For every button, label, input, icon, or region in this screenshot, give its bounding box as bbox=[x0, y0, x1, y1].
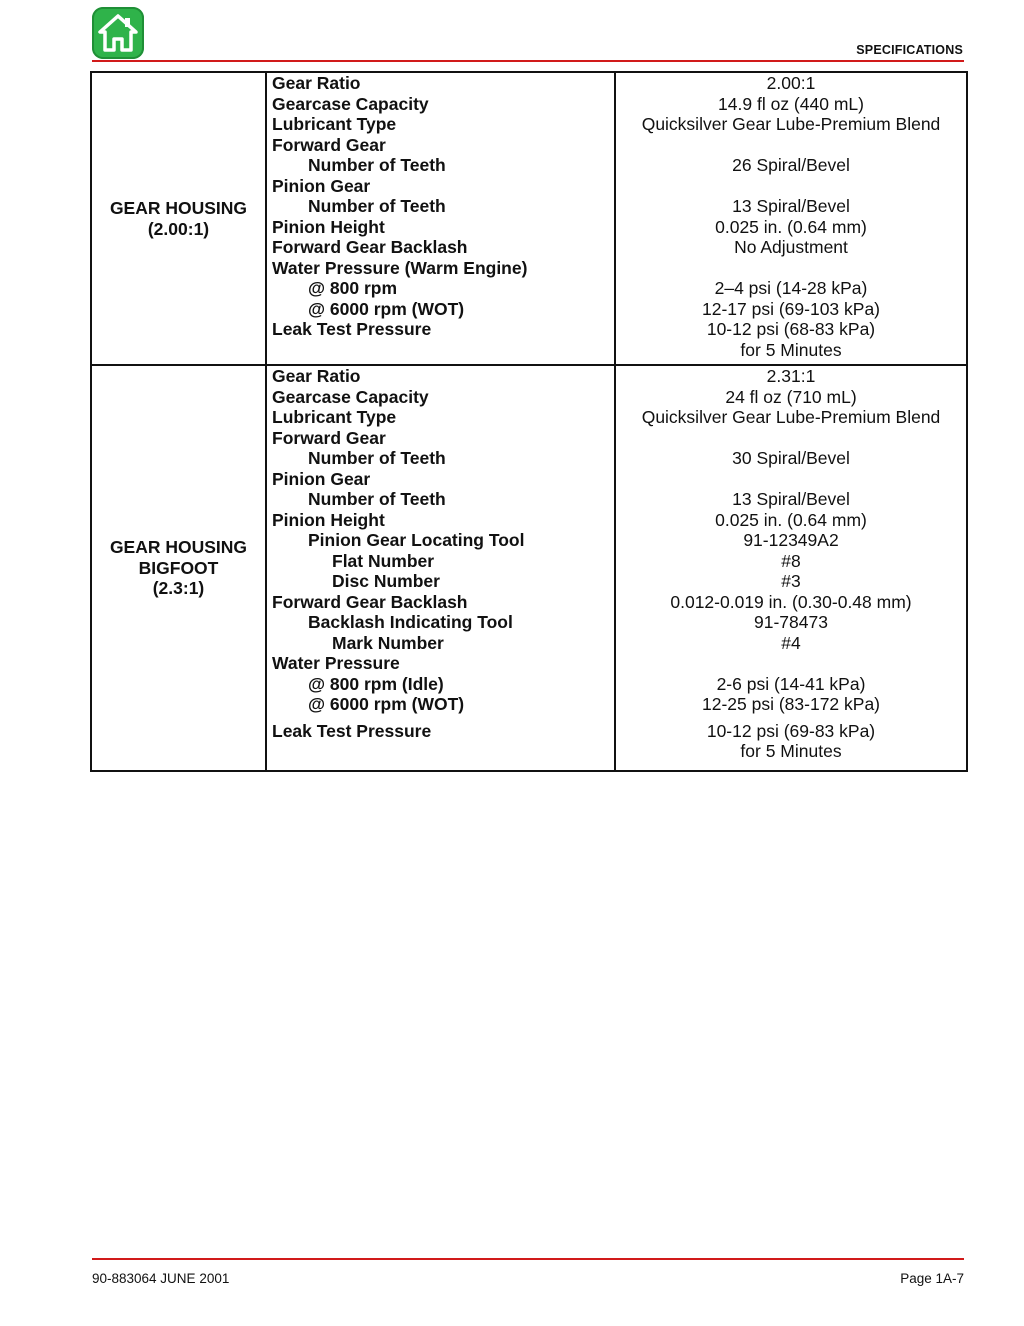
cell-bottom-padding bbox=[272, 762, 614, 770]
spec-label: Pinion Height bbox=[272, 216, 385, 237]
section-title-cell bbox=[91, 72, 266, 365]
spec-value: #4 bbox=[781, 632, 801, 653]
section-title-line: GEAR HOUSING bbox=[109, 198, 248, 218]
spec-value: 0.025 in. (0.64 mm) bbox=[715, 509, 867, 530]
spec-label: Pinion Gear Locating Tool bbox=[308, 530, 525, 550]
section-title-line: (2.00:1) bbox=[147, 218, 210, 239]
spec-value bbox=[616, 135, 966, 156]
spec-label: @ 800 rpm (Idle) bbox=[308, 673, 444, 694]
spec-label: Forward Gear Backlash bbox=[272, 591, 468, 612]
spec-section-row bbox=[91, 72, 967, 365]
spec-value bbox=[616, 469, 966, 490]
spec-label: Disc Number bbox=[332, 571, 440, 591]
spec-section-row bbox=[91, 365, 967, 771]
spec-label: @ 6000 rpm (WOT) bbox=[308, 694, 465, 714]
spec-value: 0.025 in. (0.64 mm) bbox=[715, 216, 867, 237]
cell-bottom-padding bbox=[272, 360, 614, 364]
spec-value: 2.31:1 bbox=[766, 366, 816, 386]
spec-label: Backlash Indicating Tool bbox=[308, 612, 513, 632]
spec-value: 2–4 psi (14-28 kPa) bbox=[714, 278, 868, 298]
spec-value: 13 Spiral/Bevel bbox=[732, 196, 850, 216]
footer-rule bbox=[92, 1258, 964, 1260]
home-button[interactable] bbox=[92, 7, 144, 59]
spec-value: #8 bbox=[781, 550, 801, 571]
spec-label: Number of Teeth bbox=[308, 155, 446, 175]
spec-value: 13 Spiral/Bevel bbox=[732, 489, 850, 509]
spec-labels-cell bbox=[266, 72, 615, 365]
page-number: Page 1A-7 bbox=[900, 1271, 964, 1286]
cell-bottom-padding bbox=[616, 762, 966, 770]
cell-bottom-padding bbox=[616, 360, 966, 364]
spec-label: Flat Number bbox=[332, 550, 435, 571]
spec-label: Number of Teeth bbox=[308, 448, 446, 468]
spec-label: Lubricant Type bbox=[272, 114, 397, 134]
spec-value: 10-12 psi (69-83 kPa) bbox=[706, 720, 876, 741]
spec-label: @ 800 rpm bbox=[308, 278, 398, 298]
section-title-line: GEAR HOUSING bbox=[109, 537, 248, 557]
spec-value: #3 bbox=[781, 571, 801, 591]
spec-label: @ 6000 rpm (WOT) bbox=[308, 298, 465, 319]
spec-value: 12-17 psi (69-103 kPa) bbox=[701, 298, 881, 319]
spec-value bbox=[616, 176, 966, 197]
page-header-title: SPECIFICATIONS bbox=[856, 43, 963, 57]
spec-value: Quicksilver Gear Lube-Premium Blend bbox=[641, 407, 941, 427]
spec-value: 2-6 psi (14-41 kPa) bbox=[716, 673, 866, 694]
spec-value: Quicksilver Gear Lube-Premium Blend bbox=[641, 114, 941, 134]
specifications-table bbox=[90, 71, 968, 772]
spec-label: Forward Gear bbox=[272, 134, 386, 155]
section-title-cell bbox=[91, 365, 266, 771]
spec-values-cell bbox=[615, 365, 967, 771]
section-title-line: (2.3:1) bbox=[152, 578, 205, 598]
spec-value: for 5 Minutes bbox=[740, 339, 842, 360]
spec-label: Lubricant Type bbox=[272, 407, 397, 427]
spec-label: Mark Number bbox=[332, 632, 444, 653]
spec-value: 91-12349A2 bbox=[743, 530, 839, 550]
spec-value: 30 Spiral/Bevel bbox=[732, 448, 850, 468]
spec-label: Pinion Gear bbox=[272, 468, 371, 489]
spec-value: 24 fl oz (710 mL) bbox=[725, 386, 857, 407]
spec-label: Water Pressure bbox=[272, 653, 400, 673]
spec-value bbox=[616, 258, 966, 279]
spec-label: Gearcase Capacity bbox=[272, 386, 429, 407]
spec-value: 14.9 fl oz (440 mL) bbox=[718, 93, 864, 114]
spec-value: 12-25 psi (83-172 kPa) bbox=[701, 694, 881, 714]
spec-label bbox=[272, 741, 614, 762]
spec-label: Forward Gear Backlash bbox=[272, 237, 468, 257]
home-icon bbox=[97, 12, 139, 54]
spec-value: 26 Spiral/Bevel bbox=[732, 155, 850, 175]
spec-value: 0.012-0.019 in. (0.30-0.48 mm) bbox=[670, 591, 912, 612]
spec-labels-cell bbox=[266, 365, 615, 771]
spec-label: Number of Teeth bbox=[308, 489, 446, 509]
header-rule bbox=[92, 60, 964, 62]
spec-label: Gearcase Capacity bbox=[272, 93, 429, 114]
spec-label: Water Pressure (Warm Engine) bbox=[272, 257, 528, 278]
spec-value bbox=[616, 428, 966, 449]
section-title-line: BIGFOOT bbox=[138, 557, 219, 578]
spec-label: Gear Ratio bbox=[272, 366, 361, 386]
spec-label bbox=[272, 340, 614, 361]
spec-values-cell bbox=[615, 72, 967, 365]
spec-label: Number of Teeth bbox=[308, 196, 446, 216]
spec-label: Leak Test Pressure bbox=[272, 720, 432, 741]
spec-value bbox=[616, 653, 966, 674]
spec-value: No Adjustment bbox=[734, 237, 848, 257]
spec-label: Pinion Gear bbox=[272, 175, 371, 196]
spec-label: Forward Gear bbox=[272, 427, 386, 448]
spec-label: Pinion Height bbox=[272, 509, 385, 530]
spec-value: 2.00:1 bbox=[766, 73, 816, 93]
spec-label: Gear Ratio bbox=[272, 73, 361, 93]
spec-value: 10-12 psi (68-83 kPa) bbox=[706, 319, 876, 339]
spec-value: 91-78473 bbox=[754, 612, 828, 632]
document-number: 90-883064 JUNE 2001 bbox=[92, 1271, 230, 1286]
spec-value: for 5 Minutes bbox=[740, 741, 842, 761]
spec-label: Leak Test Pressure bbox=[272, 319, 432, 339]
